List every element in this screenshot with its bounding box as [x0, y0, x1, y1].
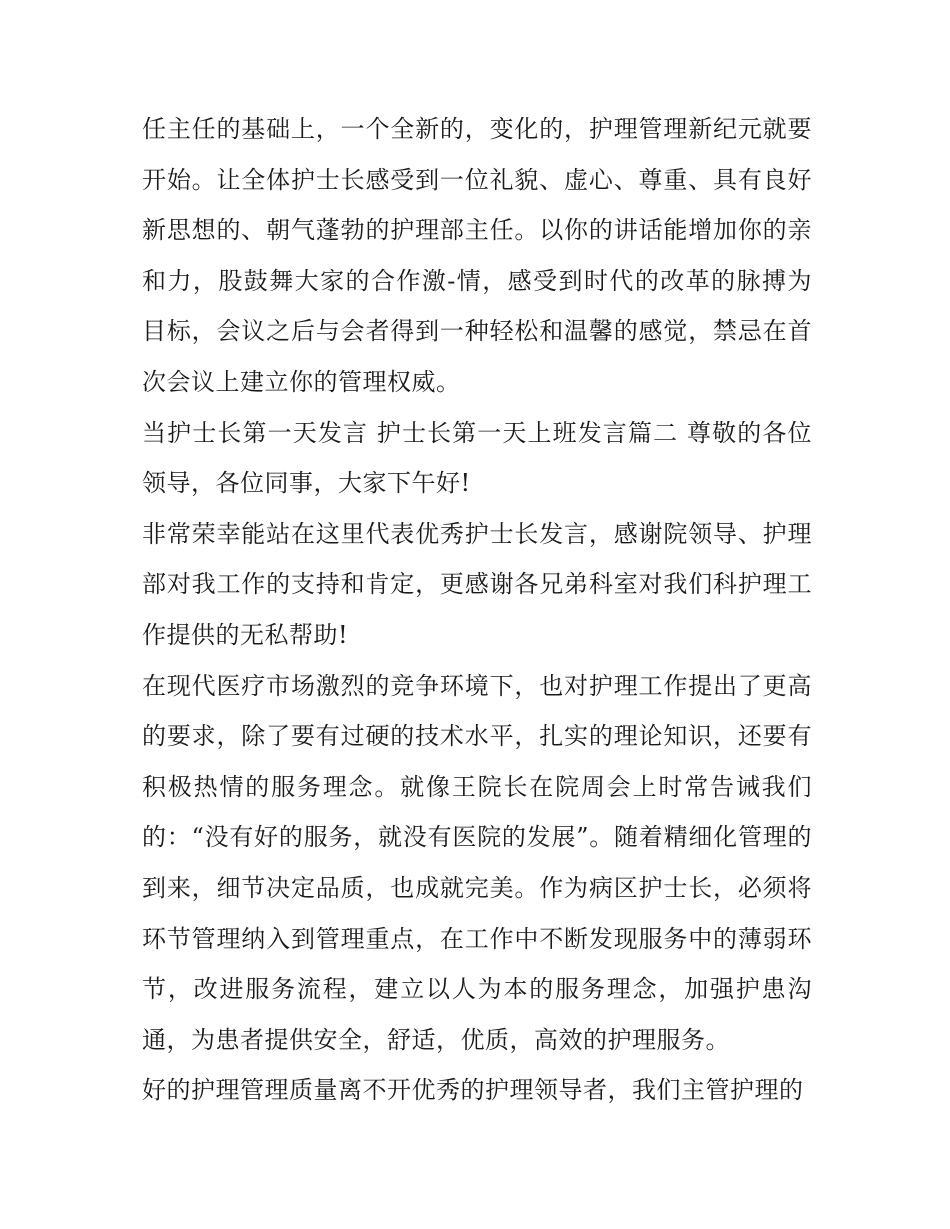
paragraph-4: 在现代医疗市场激烈的竞争环境下，也对护理工作提出了更高的要求，除了要有过硬的技术水平，扎实的理论知识，还要有积极热情的服务理念。就像王院长在院周会上时常告诫我们的：“没有好的服务，就没有医院的发展”。随着精细化管理的到来，细节决定品质，也成就完美。作为病区护士长，必须将环节管理纳入到管理重点，在工作中不断发现服务中的薄弱环节，改进服务流程，建立以人为本的服务理念，加强护患沟通，为患者提供安全，舒适，优质，高效的护理服务。 — [142, 671, 812, 1054]
paragraph-5: 好的护理管理质量离不开优秀的护理领导者，我们主管护理的 — [142, 1076, 804, 1105]
paragraph-2: 当护士长第一天发言 护士长第一天上班发言篇二 尊敬的各位领导，各位同事，大家下午好! — [142, 418, 812, 498]
paragraph-1: 任主任的基础上，一个全新的，变化的，护理管理新纪元就要开始。让全体护士长感受到一位礼貌、虚心、尊重、具有良好新思想的、朝气蓬勃的护理部主任。以你的讲话能增加你的亲和力，股鼓舞大家的合作激-情，感受到时代的改革的脉搏为目标，会议之后与会者得到一种轻松和温馨的感觉，禁忌在首次会议上建立你的管理权威。 — [142, 115, 812, 396]
paragraph-3: 非常荣幸能站在这里代表优秀护士长发言，感谢院领导、护理部对我工作的支持和肯定，更感谢各兄弟科室对我们科护理工作提供的无私帮助! — [142, 519, 812, 649]
document-body — [142, 104, 812, 1116]
